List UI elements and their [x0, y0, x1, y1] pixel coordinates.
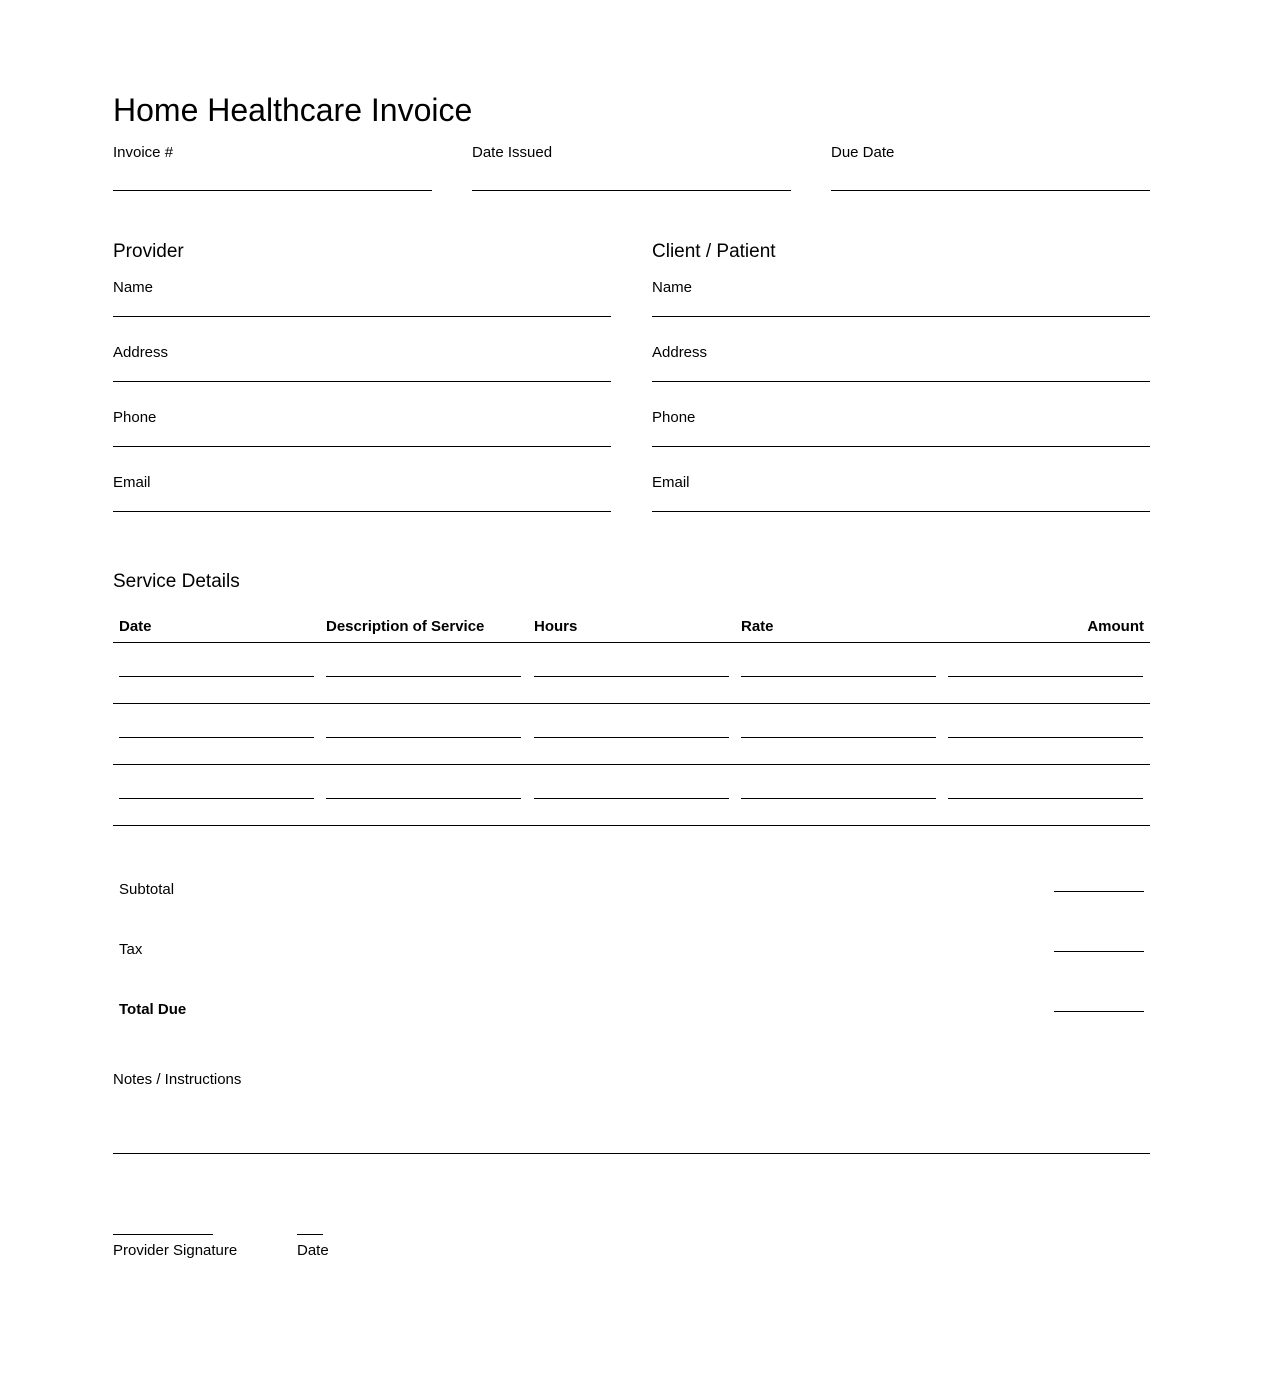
rate-input[interactable]	[741, 737, 936, 738]
provider-address-field	[113, 344, 611, 382]
client-name-field	[652, 279, 1150, 317]
client-name-input[interactable]	[652, 297, 1150, 317]
column-header-description: Description of Service	[326, 618, 485, 635]
hours-input[interactable]	[534, 676, 729, 677]
client-email-field	[652, 474, 1150, 512]
client-section	[652, 240, 1150, 512]
date-issued-field	[472, 144, 791, 191]
provider-heading: Provider	[113, 241, 184, 262]
tax-input[interactable]	[1054, 951, 1144, 952]
notes-input[interactable]	[113, 1153, 1150, 1154]
client-phone-label: Phone	[652, 409, 696, 426]
provider-email-input[interactable]	[113, 492, 611, 512]
provider-name-field	[113, 279, 611, 317]
provider-section	[113, 240, 611, 512]
due-date-field	[831, 144, 1150, 191]
total-due-label: Total Due	[119, 1001, 187, 1018]
column-header-rate: Rate	[741, 618, 774, 635]
client-email-label: Email	[652, 474, 690, 491]
page-title: Home Healthcare Invoice	[113, 92, 473, 128]
invoice-number-label: Invoice #	[113, 144, 174, 161]
due-date-label: Due Date	[831, 144, 895, 161]
client-address-label: Address	[652, 344, 708, 361]
column-header-hours: Hours	[534, 618, 578, 635]
client-address-input[interactable]	[652, 362, 1150, 382]
description-input[interactable]	[326, 676, 521, 677]
signature-date-input[interactable]	[297, 1234, 323, 1235]
amount-input[interactable]	[948, 737, 1143, 738]
service-table-header	[113, 616, 1150, 643]
date-issued-label: Date Issued	[472, 144, 553, 161]
client-phone-field	[652, 409, 1150, 447]
provider-signature-label: Provider Signature	[113, 1242, 238, 1259]
date-issued-input[interactable]	[472, 182, 791, 191]
client-phone-input[interactable]	[652, 427, 1150, 447]
amount-input[interactable]	[948, 798, 1143, 799]
signature-date-label: Date	[297, 1242, 329, 1259]
description-input[interactable]	[326, 737, 521, 738]
amount-input[interactable]	[948, 676, 1143, 677]
client-heading: Client / Patient	[652, 241, 776, 262]
client-address-field	[652, 344, 1150, 382]
provider-phone-input[interactable]	[113, 427, 611, 447]
column-header-amount: Amount	[1087, 618, 1144, 635]
table-row	[113, 643, 1150, 704]
subtotal-label: Subtotal	[119, 881, 175, 898]
provider-address-input[interactable]	[113, 362, 611, 382]
date-input[interactable]	[119, 737, 314, 738]
rate-input[interactable]	[741, 676, 936, 677]
provider-name-input[interactable]	[113, 297, 611, 317]
service-details-heading: Service Details	[113, 571, 240, 592]
subtotal-input[interactable]	[1054, 891, 1144, 892]
hours-input[interactable]	[534, 798, 729, 799]
tax-label: Tax	[119, 941, 143, 958]
invoice-number-input[interactable]	[113, 182, 432, 191]
provider-email-label: Email	[113, 474, 151, 491]
date-input[interactable]	[119, 676, 314, 677]
rate-input[interactable]	[741, 798, 936, 799]
provider-name-label: Name	[113, 279, 154, 296]
column-header-date: Date	[119, 618, 152, 635]
provider-email-field	[113, 474, 611, 512]
client-name-label: Name	[652, 279, 693, 296]
date-input[interactable]	[119, 798, 314, 799]
due-date-input[interactable]	[831, 182, 1150, 191]
provider-signature-input[interactable]	[113, 1234, 213, 1235]
provider-phone-label: Phone	[113, 409, 157, 426]
table-row	[113, 704, 1150, 765]
table-row	[113, 765, 1150, 826]
client-email-input[interactable]	[652, 492, 1150, 512]
description-input[interactable]	[326, 798, 521, 799]
provider-address-label: Address	[113, 344, 169, 361]
invoice-number-field	[113, 144, 432, 191]
notes-label: Notes / Instructions	[113, 1071, 242, 1088]
total-due-input[interactable]	[1054, 1011, 1144, 1012]
provider-phone-field	[113, 409, 611, 447]
hours-input[interactable]	[534, 737, 729, 738]
